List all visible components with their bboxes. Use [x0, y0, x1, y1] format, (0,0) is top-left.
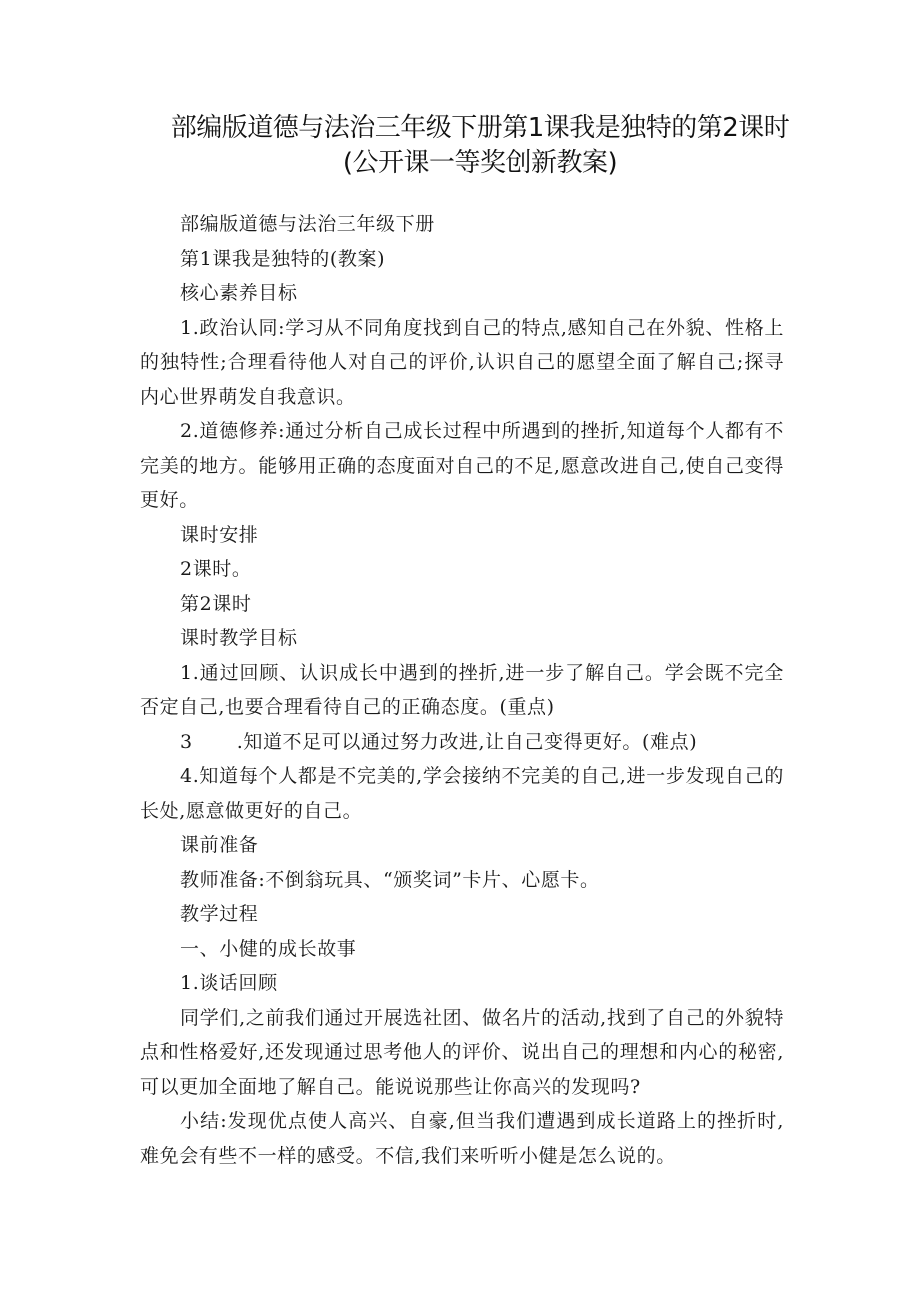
heading-lesson-goals: 课时教学目标: [180, 627, 298, 649]
paragraph-schedule: 2课时。: [180, 558, 252, 580]
heading-schedule: 课时安排: [180, 523, 259, 546]
heading-core-literacy: 核心素养目标: [180, 282, 298, 304]
paragraph-lesson-goal-1: 1.通过回顾、认识成长中遇到的挫折,进一步了解自己。学会既不完全否定自己,也要合理看待自己的正确态度。(重点): [140, 661, 784, 718]
paragraph-goal-1: 1.政治认同:学习从不同角度找到自己的特点,感知自己在外貌、性格上的独特性;合理看待他人对自己的评价,认识自己的愿望全面了解自己;探寻内心世界萌发自我意识。: [140, 316, 784, 408]
paragraph-lesson-name: 第1课我是独特的(教案): [180, 247, 386, 270]
document-title-line-2: (公开课一等奖创新教案): [342, 148, 618, 178]
heading-lesson-2: 第2课时: [180, 592, 252, 615]
document-title-line-1: 部编版道德与法治三年级下册第1课我是独特的第2课时: [170, 113, 790, 143]
paragraph-lesson-goal-3: [140, 725, 784, 760]
paragraph-goal-2: 2.道德修养:通过分析自己成长过程中所遇到的挫折,知道每个人都有不完美的地方。能够用正确的态度面对自己的不足,愿意改进自己,使自己变得更好。: [140, 420, 784, 511]
paragraph-review: 同学们,之前我们通过开展选社团、做名片的活动,找到了自己的外貌特点和性格爱好,还发现通过思考他人的评价、说出自己的理想和内心的秘密,可以更加全面地了解自己。能说说那些让你高兴的发现吗?: [140, 1006, 784, 1098]
goal-3-text: .知道不足可以通过努力改进,让自己变得更好。(难点): [236, 730, 698, 753]
paragraph-teacher-preparation: 教师准备:不倒翁玩具、“颁奖词”卡片、心愿卡。: [180, 868, 600, 891]
goal-3-number: 3: [180, 730, 193, 753]
document-body: [140, 207, 784, 1173]
heading-preparation: 课前准备: [180, 834, 259, 856]
paragraph-lesson-goal-4: 4.知道每个人都是不完美的,学会接纳不完美的自己,进一步发现自己的长处,愿意做更好的自己。: [140, 765, 784, 822]
paragraph-textbook: 部编版道德与法治三年级下册: [180, 213, 435, 235]
heading-teaching-process: 教学过程: [180, 903, 259, 925]
heading-review: 1.谈话回顾: [180, 972, 278, 994]
heading-section-1: 一、小健的成长故事: [180, 937, 357, 960]
paragraph-summary: 小结:发现优点使人高兴、自豪,但当我们遭遇到成长道路上的挫折时,难免会有些不一样的感受。不信,我们来听听小健是怎么说的。: [140, 1110, 784, 1167]
